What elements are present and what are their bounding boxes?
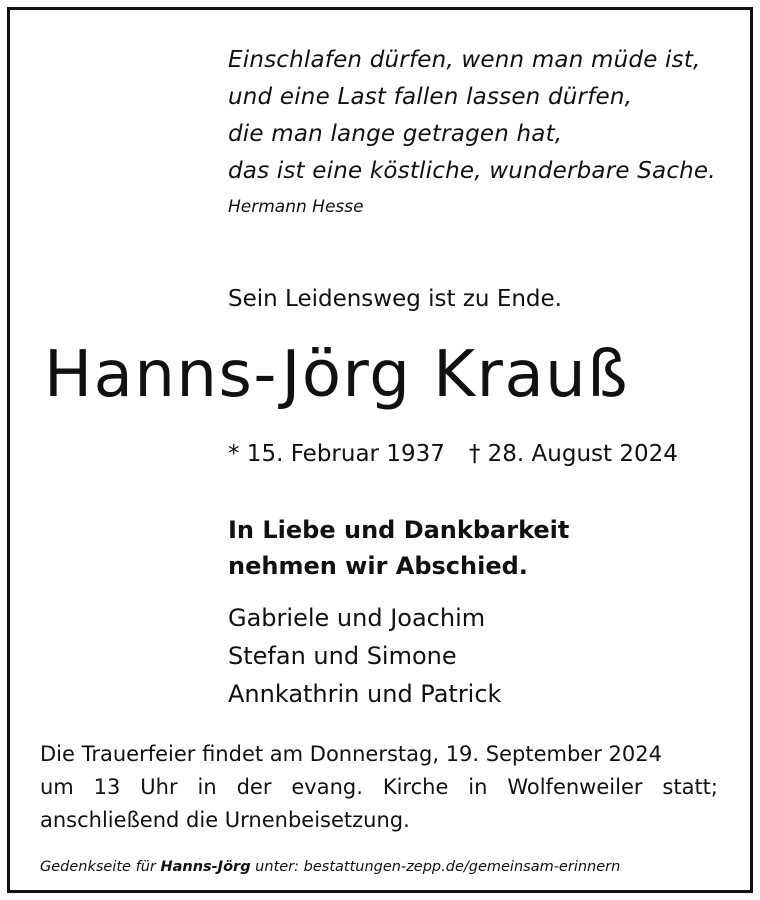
- life-dates: [228, 438, 678, 470]
- memorial-page-note: [40, 856, 720, 878]
- mourner-entry: Stefan und Simone: [228, 642, 457, 670]
- poem-line: die man lange getragen hat,: [228, 121, 563, 147]
- service-line: um 13 Uhr in der evang. Kirche in Wolfenweiler statt;: [40, 775, 718, 799]
- deceased-name: Hanns-Jörg Krauß: [44, 338, 630, 412]
- poem-line: Einschlafen dürfen, wenn man müde ist,: [228, 47, 701, 73]
- poem-line: und eine Last fallen lassen dürfen,: [228, 84, 633, 110]
- farewell-line: nehmen wir Abschied.: [228, 552, 528, 580]
- service-line: anschließend die Urnenbeisetzung.: [40, 808, 410, 832]
- birth-date: * 15. Februar 1937: [228, 441, 445, 467]
- footer-prefix: Gedenkseite für: [40, 859, 161, 875]
- poem-author: Hermann Hesse: [228, 197, 364, 217]
- service-line: Die Trauerfeier findet am Donnerstag, 19. September 2024: [40, 742, 662, 766]
- farewell-message: [228, 512, 569, 584]
- poem-quote: [228, 42, 728, 190]
- footer-name: Hanns-Jörg: [160, 859, 251, 875]
- death-date: † 28. August 2024: [468, 441, 678, 467]
- footer-middle: unter:: [250, 859, 304, 875]
- farewell-line: In Liebe und Dankbarkeit: [228, 516, 570, 544]
- service-info: [40, 738, 718, 837]
- intro-text: Sein Leidensweg ist zu Ende.: [228, 286, 562, 312]
- memorial-url[interactable]: bestattungen-zepp.de/gemeinsam-erinnern: [303, 859, 621, 875]
- mourner-entry: Annkathrin und Patrick: [228, 680, 502, 708]
- mourner-entry: Gabriele und Joachim: [228, 604, 486, 632]
- poem-line: das ist eine köstliche, wunderbare Sache.: [228, 158, 716, 184]
- mourners-list: [228, 599, 501, 713]
